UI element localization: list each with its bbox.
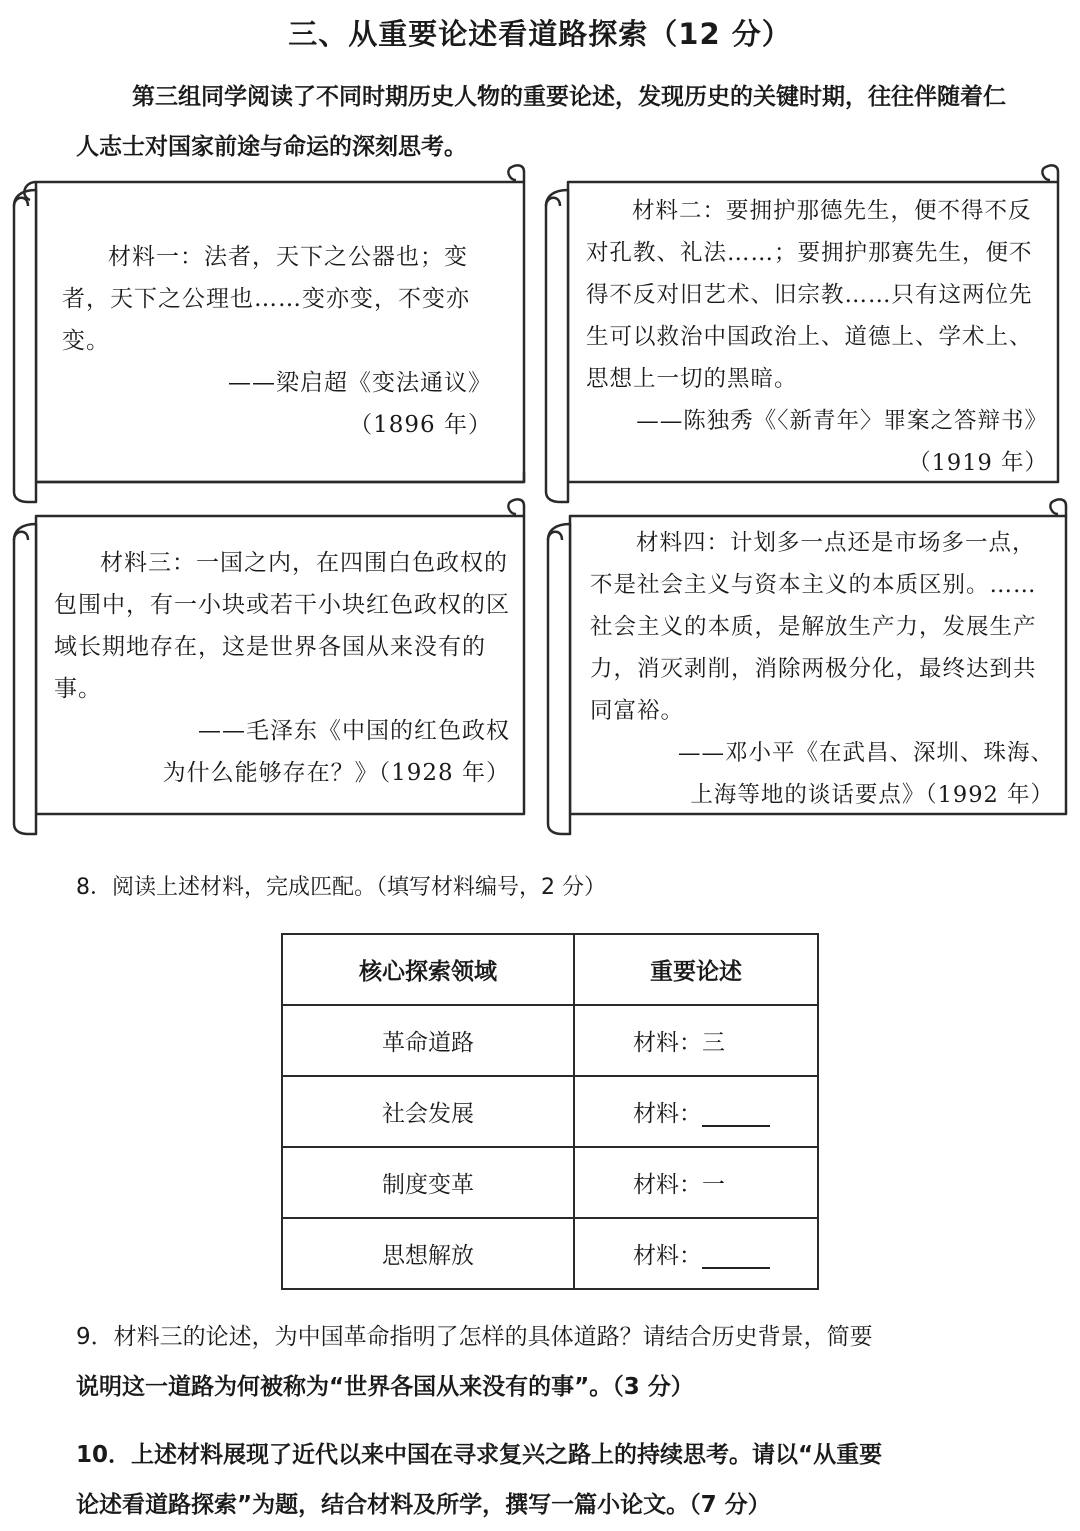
answer-cell[interactable] xyxy=(574,1147,818,1218)
question-9-line-2: 说明这一道路为何被称为“世界各国从来没有的事”。（3 分） xyxy=(76,1374,694,1400)
table-row xyxy=(282,1005,818,1076)
answer-label: 材料： xyxy=(633,1172,702,1198)
material-4-year: 上海等地的谈话要点》（1992 年） xyxy=(690,782,1054,808)
question-10 xyxy=(76,1430,1036,1530)
area-cell: 制度变革 xyxy=(282,1147,574,1218)
material-3 xyxy=(54,542,510,794)
table-row xyxy=(282,1076,818,1147)
answer-label: 材料： xyxy=(633,1243,702,1269)
matching-table xyxy=(281,933,819,1290)
area-cell: 革命道路 xyxy=(282,1005,574,1076)
material-4-text: 材料四：计划多一点还是市场多一点，不是社会主义与资本主义的本质区别。……社会主义的本质，是解放生产力，发展生产力，消灭剥削，消除两极分化，最终达到共同富裕。 xyxy=(590,530,1037,724)
question-9 xyxy=(76,1312,1036,1412)
answer-blank[interactable] xyxy=(702,1101,770,1127)
section-intro: 第三组同学阅读了不同时期历史人物的重要论述，发现历史的关键时期，往往伴随着仁人志士对国家前途与命运的深刻思考。 xyxy=(76,84,1006,160)
answer-value: 一 xyxy=(702,1172,725,1198)
question-10-line-2: 论述看道路探索”为题，结合材料及所学，撰写一篇小论文。（7 分） xyxy=(76,1492,771,1518)
answer-cell[interactable] xyxy=(574,1218,818,1289)
material-2 xyxy=(586,190,1048,484)
answer-cell[interactable] xyxy=(574,1005,818,1076)
question-8-prompt: 8．阅读上述材料，完成匹配。（填写材料编号，2 分） xyxy=(76,875,606,900)
material-2-year: （1919 年） xyxy=(908,450,1048,476)
material-1-citation: ——梁启超《变法通议》 xyxy=(228,370,492,396)
area-cell: 社会发展 xyxy=(282,1076,574,1147)
table-header-area: 核心探索领域 xyxy=(282,934,574,1005)
answer-value: 三 xyxy=(702,1030,725,1056)
material-4 xyxy=(590,522,1054,816)
section-title: 三、从重要论述看道路探索（12 分） xyxy=(288,17,792,51)
material-2-text: 材料二：要拥护那德先生，便不得不反对孔教、礼法……；要拥护那赛先生，便不得不反对旧艺术、旧宗教……只有这两位先生可以救治中国政治上、道德上、学术上、思想上一切的黑暗。 xyxy=(586,198,1033,392)
table-row xyxy=(282,1218,818,1289)
answer-cell[interactable] xyxy=(574,1076,818,1147)
table-header-row xyxy=(282,934,818,1005)
material-3-citation: ——毛泽东《中国的红色政权 xyxy=(198,718,510,744)
material-3-text: 材料三：一国之内，在四围白色政权的包围中，有一小块或若干小块红色政权的区域长期地存在，这是世界各国从来没有的事。 xyxy=(54,550,510,702)
material-3-year: 为什么能够存在？》（1928 年） xyxy=(162,760,510,786)
material-1 xyxy=(62,236,492,446)
material-2-citation: ——陈独秀《〈新青年〉罪案之答辩书》 xyxy=(636,408,1048,434)
material-1-year: （1896 年） xyxy=(349,412,492,438)
answer-label: 材料： xyxy=(633,1030,702,1056)
question-10-line-1: 10．上述材料展现了近代以来中国在寻求复兴之路上的持续思考。请以“从重要 xyxy=(76,1442,883,1468)
question-9-line-1: 9．材料三的论述，为中国革命指明了怎样的具体道路？请结合历史背景，简要 xyxy=(76,1324,873,1350)
material-1-text: 材料一：法者，天下之公器也；变者，天下之公理也……变亦变，不变亦变。 xyxy=(62,244,470,354)
area-cell: 思想解放 xyxy=(282,1218,574,1289)
answer-blank[interactable] xyxy=(702,1243,770,1269)
table-header-statement: 重要论述 xyxy=(574,934,818,1005)
material-4-citation: ——邓小平《在武昌、深圳、珠海、 xyxy=(677,740,1054,766)
answer-label: 材料： xyxy=(633,1101,702,1127)
table-row xyxy=(282,1147,818,1218)
